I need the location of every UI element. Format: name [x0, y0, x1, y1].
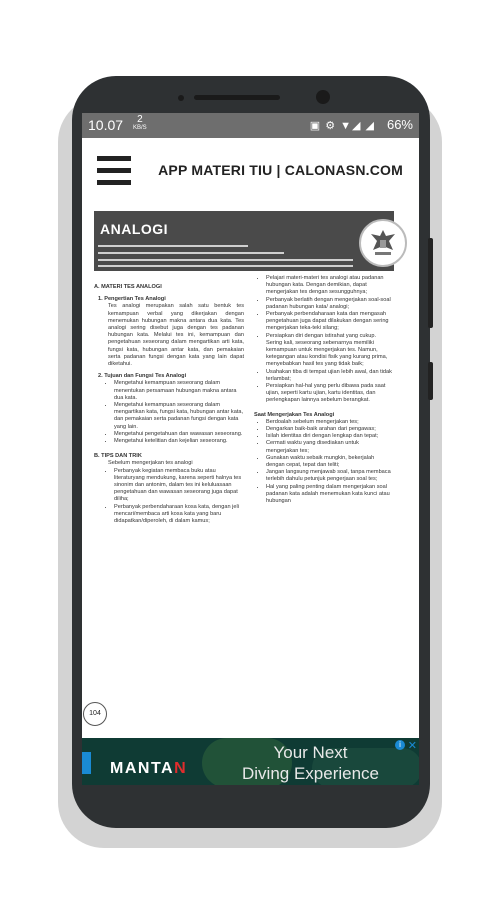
- list-item: • Mengetahui ketelitian dan kejelian seseorang.: [114, 438, 244, 445]
- app-bar: [82, 138, 419, 202]
- garuda-emblem-icon: [359, 219, 407, 267]
- network-speed-unit: KB/S: [133, 125, 147, 131]
- list-item: • Mengetahui pengetahuan dan wawasan seseorang.: [114, 431, 244, 438]
- banner-line: [98, 259, 353, 261]
- list-item: • Mengetahui kemampuan seseorang dalam mengartikan kata, fungsi kata, hubungan antar kata, dan pemakaian serta padanan fungsi dengan kata yang lain.: [114, 402, 244, 431]
- hamburger-icon[interactable]: [97, 156, 131, 186]
- list-item: • Mengetahui kemampuan seseorang dalam menentukan persamaan hubungan makna antara dua kata.: [114, 380, 244, 402]
- list-item: • Dengarkan baik-baik arahan dari pengawas;: [266, 426, 392, 433]
- subsection-heading: 1. Pengertian Tes Analogi: [98, 296, 166, 303]
- list-item: • Persiapkan hal-hal yang perlu dibawa pada saat ujian, seperti kartu ujian, kartu identitas, dan perlengkapan lainnya sebelum berangkat.: [266, 383, 392, 405]
- close-icon[interactable]: ✕: [407, 740, 417, 752]
- list-item: • Perbanyak berlatih dengan mengerjakan soal-soal padanan hubungan kata/ analogi;: [266, 297, 392, 311]
- subsection-heading: 2. Tujuan dan Fungsi Tes Analogi: [98, 373, 187, 380]
- network-speed: [133, 115, 147, 133]
- list-item: • Perbanyak kegiatan membaca buku atau literaturyang mendukung, karena seperti halnya tes sinonim dan antonim, dalam tes ini keluluasaan pengetahuan dan wawasan seseorang juga dapat diliha;: [114, 468, 244, 504]
- list-item: • Jangan langsung menjawab soal, tanpa membaca terlebih dahulu petunjuk pengerjaan soal tes;: [266, 469, 392, 483]
- paragraph: Tes analogi merupakan salah satu bentuk tes kemampuan verbal yang dikerjakan dengan menemukan hubungan makna antara dua kata. Tes analogi sering disebut juga dengan tes padanan hubungan kata. Melalui tes ini, kemampuan dan pengetahuan seseorang dalam mengartikan arti kata, fungsi kata, hubungan antar kata, dan pemakaian serta padanan fungsi dengan kata yang lain dapat diketahui.: [108, 303, 244, 368]
- ad-brand-text: MANTA: [110, 760, 175, 777]
- ad-headline-line1: Your Next: [273, 743, 348, 762]
- bullet-list: [254, 419, 392, 505]
- right-column: [254, 275, 392, 505]
- ad-brand-logo: [110, 760, 187, 778]
- power-button: [428, 362, 433, 400]
- ad-headline: [242, 742, 379, 784]
- volume-button: [428, 238, 433, 328]
- ad-side-tab: [82, 752, 91, 774]
- banner-line: [98, 265, 353, 267]
- bullet-list: [94, 468, 244, 526]
- status-icons: ▣ ⚙ ▼◢ ◢: [309, 120, 375, 132]
- network-speed-value: 2: [137, 114, 143, 125]
- bullet-list: [94, 380, 244, 445]
- status-bar: [82, 113, 419, 138]
- info-icon[interactable]: i: [395, 740, 405, 750]
- subsection-heading: Saat Mengerjakan Tes Analogi: [254, 411, 335, 418]
- banner-line: [98, 252, 284, 254]
- document-page[interactable]: [82, 202, 419, 742]
- list-item: • Usahakan tiba di tempat ujian lebih awal, dan tidak terlambat;: [266, 369, 392, 383]
- ad-brand-accent: N: [174, 760, 188, 777]
- list-item: • Isilah identitas diri dengan lengkap dan tepat;: [266, 433, 392, 440]
- section-heading: A. MATERI TES ANALOGI: [94, 284, 162, 290]
- list-item: • Gunakan waktu sebaik mungkin, bekerjalah dengan cepat, tepat dan teliti;: [266, 455, 392, 469]
- battery-level: 66%: [386, 117, 413, 132]
- chapter-title: ANALOGI: [100, 221, 169, 237]
- bullet-list: [254, 275, 392, 405]
- left-column: [94, 284, 244, 525]
- front-camera: [316, 90, 330, 104]
- list-item: • Hal yang paling penting dalam mengerjakan soal padanan kata adalah menemukan kata kunci atau hubungan: [266, 484, 392, 506]
- list-item: • Perbanyak perbendaharaan kata dan mengasah pengetahuan juga dapat dilakukan dengan sering mengerjakan teka-teki silang;: [266, 311, 392, 333]
- list-item: • Berdoalah sebelum mengerjakan tes;: [266, 419, 392, 426]
- status-time: 10.07: [88, 117, 124, 133]
- screen: [82, 113, 419, 785]
- list-item: • Cermati waktu yang disediakan untuk mengerjakan tes;: [266, 440, 392, 454]
- sensor-dot: [178, 95, 184, 101]
- list-item: • Persiapkan diri dengan istirahat yang cukup. Sering kali, seseorang sebenarnya memiliki kemampuan untuk mengerjakan tes. Namun, ketegangan atau kondisi fisik yang kurang prima, menyebabkan hasil tes yang tidak baik;: [266, 333, 392, 369]
- ad-banner[interactable]: [82, 738, 419, 785]
- section-heading: B. TIPS DAN TRIK: [94, 453, 142, 460]
- list-item: • Perbanyak perbendaharaan kosa kata, dengan jeli mencari/membaca arti kosa kata yang baru didapatkan/diperoleh, di dalam kamus;: [114, 504, 244, 526]
- page-number-badge: 104: [83, 702, 107, 726]
- chapter-banner: [94, 211, 394, 271]
- banner-line: [98, 245, 248, 247]
- app-title: APP MATERI TIU | CALONASN.COM: [158, 162, 403, 178]
- paragraph: Sebelum mengerjakan tes analogi: [108, 460, 193, 467]
- ad-headline-line2: Diving Experience: [242, 764, 380, 783]
- list-item: • Pelajari materi-materi tes analogi atau padanan hubungan kata. Dengan demikian, dapat mengerjakan tes dengan sesungguhnya;: [266, 275, 392, 297]
- earpiece-speaker: [194, 95, 280, 100]
